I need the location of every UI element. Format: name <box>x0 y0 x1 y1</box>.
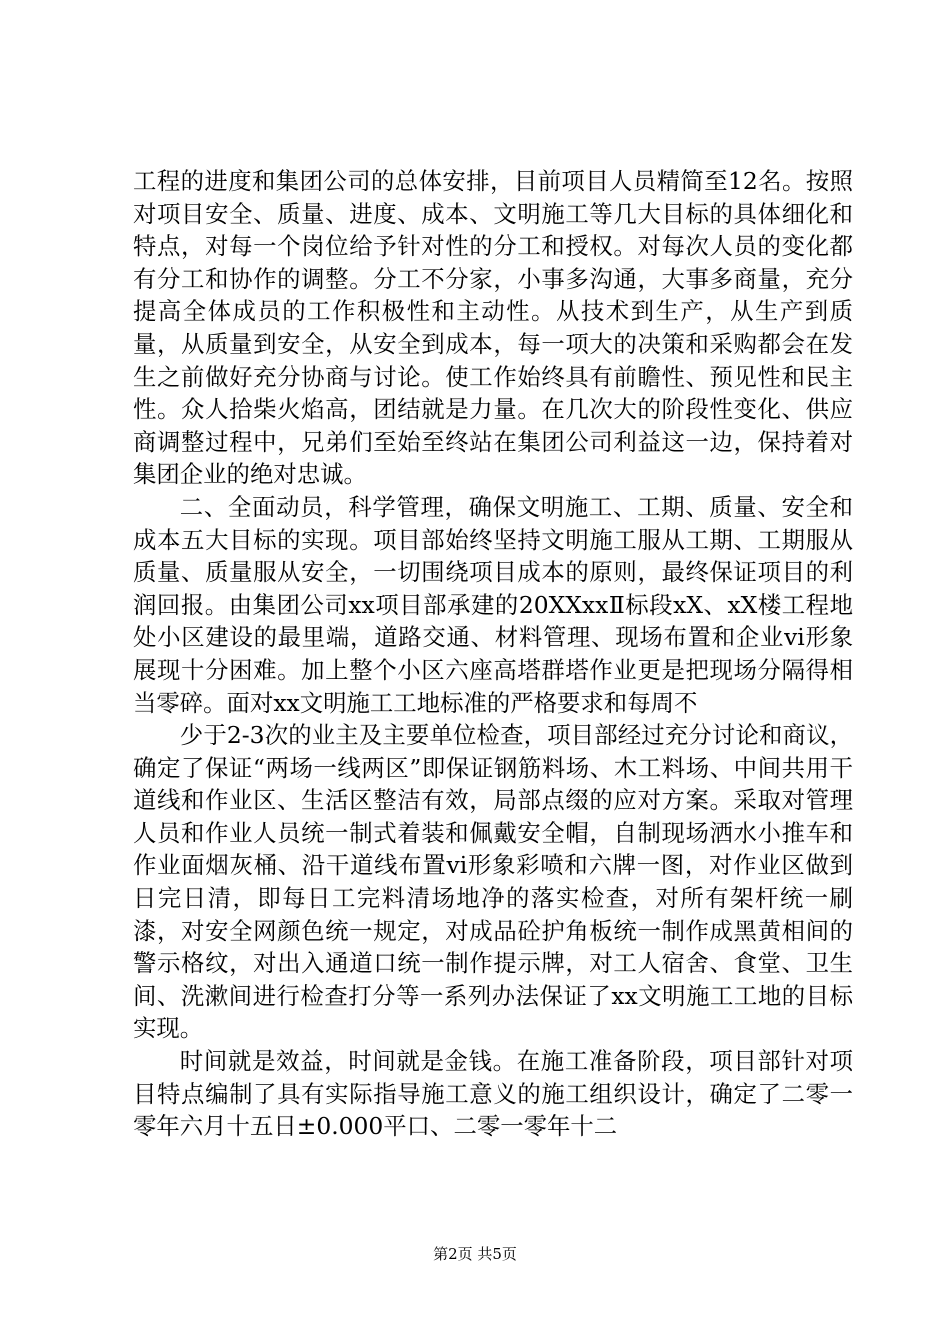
paragraph-1: 工程的进度和集团公司的总体安排，目前项目人员精简至12名。按照对项目安全、质量、进度、成本、文明施工等几大目标的具体细化和特点，对每一个岗位给予针对性的分工和授权。对每次人员的变化都有分工和协作的调整。分工不分家，小事多沟通，大事多商量，充分提高全体成员的工作积极性和主动性。从技术到生产，从生产到质量，从质量到安全，从安全到成本，每一项大的决策和采购都会在发生之前做好充分协商与讨论。使工作始终具有前瞻性、预见性和民主性。众人拾柴火焰高，团结就是力量。在几次大的阶段性变化、供应商调整过程中，兄弟们至始至终站在集团公司利益这一边，保持着对集团企业的绝对忠诚。 <box>133 167 853 489</box>
paragraph-2: 二、全面动员，科学管理，确保文明施工、工期、质量、安全和成本五大目标的实现。项目部始终坚持文明施工服从工期、工期服从质量、质量服从安全，一切围绕项目成本的原则，最终保证项目的利润回报。由集团公司xx项目部承建的20XXxxⅡ标段xX、xX楼工程地处小区建设的最里端，道路交通、材料管理、现场布置和企业vi形象展现十分困难。加上整个小区六座高塔群塔作业更是把现场分隔得相当零碎。面对xx文明施工工地标准的严格要求和每周不 <box>133 492 853 717</box>
paragraph-4: 时间就是效益，时间就是金钱。在施工准备阶段，项目部针对项目特点编制了具有实际指导施工意义的施工组织设计，确定了二零一零年六月十五日±0.000平口、二零一零年十二 <box>133 1047 853 1141</box>
page-footer: 第2页 共5页 <box>433 1245 517 1263</box>
paragraph-3: 少于2-3次的业主及主要单位检查，项目部经过充分讨论和商议，确定了保证“两场一线两区”即保证钢筋料场、木工料场、中间共用干道线和作业区、生活区整洁有效，局部点缀的应对方案。采取对管理人员和作业人员统一制式着装和佩戴安全帽，自制现场洒水小推车和作业面烟灰桶、沿干道线布置vi形象彩喷和六牌一图，对作业区做到日完日清，即每日工完料清场地净的落实检查，对所有架杆统一刷漆，对安全网颜色统一规定，对成品砼护角板统一制作成黑黄相间的警示格纹，对出入通道口统一制作提示牌，对工人宿舍、食堂、卫生间、洗漱间进行检查打分等一系列办法保证了xx文明施工工地的目标实现。 <box>133 721 853 1043</box>
document-body <box>133 165 853 1143</box>
